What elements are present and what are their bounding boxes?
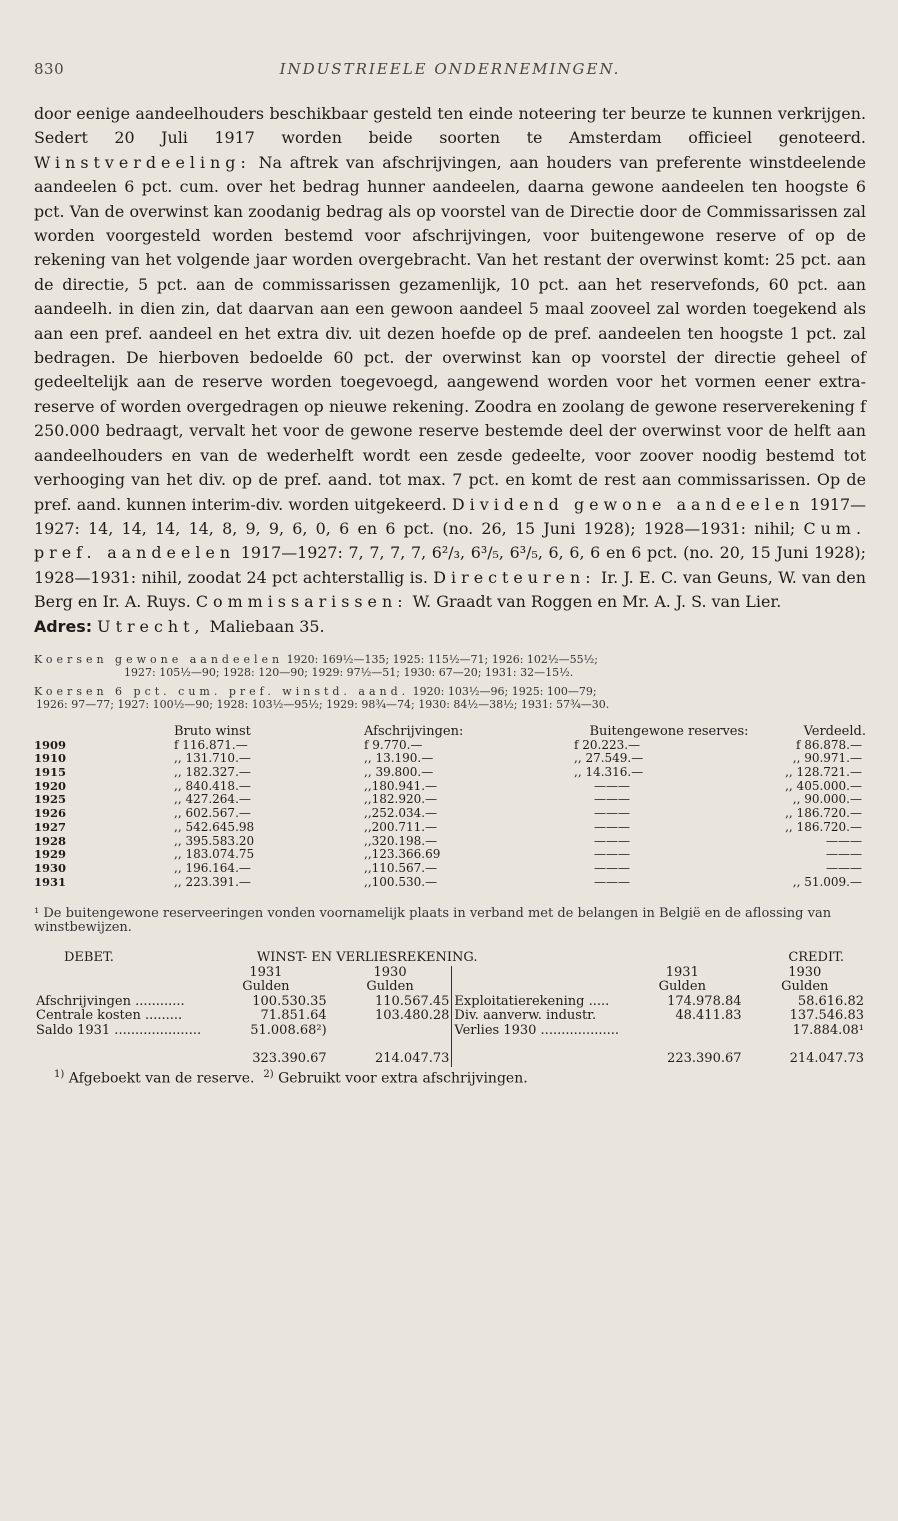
text-p3: 1917—1927: 14, 14, 14, 14, 8, 9, 9, 6, 0, 6 en 6 pct. (no. 26, 15 Juni 1928); 1928—1931: nihil; xyxy=(34,494,867,538)
fin-cell-buiten: ——— xyxy=(594,833,630,848)
fin-row xyxy=(34,835,866,849)
fin-cell-year: 1928 xyxy=(34,833,67,848)
debit-year-1930: 1930 xyxy=(373,964,407,980)
fin-cell-year: 1910 xyxy=(34,751,67,766)
fin-cell-verdeeld: ,, 128.721.— xyxy=(785,765,862,780)
fin-row xyxy=(34,807,866,821)
koersen-pref-label: Koersen 6 pct. cum. pref. winstd. aand. xyxy=(34,684,410,698)
footnote-2-text: Gebruikt voor extra afschrijvingen. xyxy=(273,1070,528,1087)
reserve-note: ¹ De buitengewone reserveeringen vonden voornamelijk plaats in verband met de belangen in België en de aflossing van winstbewijzen. xyxy=(34,906,832,936)
account-credit-label: Exploitatierekening ..... xyxy=(452,995,621,1010)
total-credit-1931: 223.390.67 xyxy=(667,1051,742,1067)
fin-cell-afschr: ,,252.034.— xyxy=(364,806,438,821)
account-debit-label: Centrale kosten ......... xyxy=(36,1008,183,1024)
fin-cell-bruto: ,, 131.710.— xyxy=(174,751,251,766)
adres-city: Utrecht, xyxy=(97,616,205,636)
fin-header-afschr: Afschrijvingen: xyxy=(364,723,464,739)
fin-cell-bruto: ,, 182.327.— xyxy=(174,765,251,780)
fin-cell-bruto: ,, 840.418.— xyxy=(174,778,251,793)
credit-gulden-1931: Gulden xyxy=(658,979,706,995)
koersen-pref-line1 xyxy=(34,685,866,698)
account-credit: CREDIT. xyxy=(788,950,844,966)
profit-loss-account xyxy=(34,951,866,1067)
account-credit-label: Div. aanverw. industr. xyxy=(452,1009,621,1024)
financial-table xyxy=(34,725,866,889)
footnote-1-text: Afgeboekt van de reserve. xyxy=(64,1070,255,1087)
credit-year-1931: 1931 xyxy=(665,964,699,980)
fin-row xyxy=(34,752,866,766)
fin-cell-bruto: ,, 542.645.98 xyxy=(174,819,255,834)
account-debit-1931: 51.008.68²) xyxy=(250,1022,327,1038)
total-credit-1930: 214.047.73 xyxy=(789,1051,864,1067)
credit-year-1930: 1930 xyxy=(788,964,822,980)
fin-cell-buiten: ,, 14.316.— xyxy=(574,765,644,780)
fin-cell-bruto: ,, 196.164.— xyxy=(174,860,251,875)
fin-cell-buiten: ——— xyxy=(594,778,630,793)
fin-cell-buiten: f 20.223.— xyxy=(574,737,641,752)
account-debet: DEBET. xyxy=(64,950,114,966)
text-p2: Na aftrek van afschrijvingen, aan houders van preferente winstdeelende aandeelen 6 pct. cum. over het bedrag hunner aandeelen, daarna gewone aandeelen ten hoogste 6 pct. Van de overwinst kan zoodanig bedrag als op voorstel van de Directie door de Commissarissen zal worden voorgesteld worden bestemd voor afschrijvingen, voor buitengewone reserve of op de rekening van het volgende jaar worden overgebracht. Van het restant der overwinst komt: 25 pct. aan de directie, 5 pct. aan de commissarissen gezamenlijk, 10 pct. aan het reservefonds, 60 pct. aan aandeelh. in dien zin, dat daarvan aan een gewoon aandeel 5 maal zooveel zal worden toegekend als aan een pref. aandeel en het extra div. uit dezen hoefde op de pref. aandeelen ten hoogste 1 pct. zal bedragen. De hierboven bedoelde 60 pct. der overwinst kan op voorstel der directie geheel of gedeeltelijk aan de reserve worden toegevoegd, aangewend worden voor het vormen eener extra-reserve of worden overgedragen op nieuwe rekening. Zoodra en zoolang de gewone reserverekening f 250.000 bedraagt, vervalt het voor de gewone reserve bestemde deel der overwinst voor de helft aan aandeelhouders en van de wederhelft wordt een zesde gedeelte, voor zoover noodig bestemd tot verhooging van het div. op de pref. aand. tot max. 7 pct. en komt de rest aan commissarissen. Op de pref. aand. kunnen interim-div. worden uitgekeerd. xyxy=(34,152,866,514)
debit-year-1931: 1931 xyxy=(249,964,283,980)
adres-label: Adres: xyxy=(34,616,93,636)
account-credit-label: Verlies 1930 ................... xyxy=(452,1024,621,1039)
total-debit-1930: 214.047.73 xyxy=(374,1051,450,1067)
account-credit-1931: 174.978.84 xyxy=(667,993,742,1009)
keyword-winstverdeeling: Winstverdeeling: xyxy=(34,152,251,172)
text-p1: door eenige aandeelhouders beschikbaar gesteld ten einde noteering ter beurze te kunnen verkrijgen. Sedert 20 Juli 1917 worden beide soorten te Amsterdam officieel genoteerd. xyxy=(34,104,866,148)
account-row xyxy=(34,1024,866,1039)
fin-row xyxy=(34,766,866,780)
fin-cell-buiten: ——— xyxy=(594,806,630,821)
fin-cell-afschr: ,,180.941.— xyxy=(364,778,438,793)
fin-cell-buiten: ——— xyxy=(594,847,630,862)
footnotes xyxy=(34,1067,866,1087)
fin-row xyxy=(34,739,866,753)
account-debit-1930 xyxy=(329,1024,452,1039)
fin-row xyxy=(34,876,866,890)
account-credit-1931: 48.411.83 xyxy=(675,1008,742,1024)
account-credit-1931 xyxy=(621,1024,743,1039)
fin-row xyxy=(34,793,866,807)
fin-cell-afschr: ,,100.530.— xyxy=(364,874,438,889)
account-title-cell xyxy=(256,950,866,966)
fin-cell-year: 1931 xyxy=(34,874,67,889)
adres-street: Maliebaan 35. xyxy=(204,616,325,636)
koersen-gewone-line1 xyxy=(34,653,866,666)
fin-cell-bruto: f 116.871.— xyxy=(174,737,248,752)
debit-gulden-1930: Gulden xyxy=(366,979,414,995)
credit-gulden-1930: Gulden xyxy=(781,979,829,995)
account-title: WINST- EN VERLIESREKENING. xyxy=(256,950,478,966)
footnote-1-mark: 1) xyxy=(54,1068,65,1080)
total-debit-1931: 323.390.67 xyxy=(252,1051,327,1067)
fin-header-verdeeld: Verdeeld. xyxy=(803,723,866,739)
account-row xyxy=(34,995,866,1010)
fin-row xyxy=(34,780,866,794)
account-debit-1931: 71.851.64 xyxy=(260,1008,327,1024)
fin-header-buiten: Buitengewone reserves: xyxy=(589,723,749,739)
footnote-2-mark: 2) xyxy=(263,1068,274,1080)
text-p4: 1917—1927: 7, 7, 7, 7, 6²/₃, 6³/₅, 6³/₅, 6, 6, 6 en 6 pct. (no. 20, 15 Juni 1928); 1928—1931: nihil, zoodat 24 pct achterstallig is. xyxy=(34,543,866,587)
fin-cell-year: 1909 xyxy=(34,737,67,752)
fin-cell-buiten: ——— xyxy=(594,819,630,834)
fin-cell-verdeeld: ,, 90.000.— xyxy=(792,792,862,807)
koersen-gewone-label: Koersen gewone aandeelen xyxy=(34,652,284,666)
fin-cell-buiten: ——— xyxy=(594,874,630,889)
company-description xyxy=(34,102,866,639)
fin-cell-afschr: ,,110.567.— xyxy=(364,860,438,875)
fin-cell-verdeeld: ——— xyxy=(826,833,862,848)
fin-cell-verdeeld: ,, 51.009.— xyxy=(792,874,862,889)
fin-cell-verdeeld: f 86.878.— xyxy=(795,737,862,752)
fin-cell-verdeeld: ,, 186.720.— xyxy=(785,806,862,821)
fin-cell-verdeeld: ——— xyxy=(826,847,862,862)
fin-header-year xyxy=(34,725,144,739)
running-title: INDUSTRIEELE ONDERNEMINGEN. xyxy=(279,60,621,78)
keyword-commissarissen: Commissarissen: xyxy=(195,592,408,612)
account-debit-1930: 103.480.28 xyxy=(374,1008,450,1024)
text-p6: W. Graadt van Roggen en Mr. A. J. S. van Lier. xyxy=(407,592,782,612)
page-number: 830 xyxy=(34,60,65,78)
fin-cell-verdeeld: ——— xyxy=(826,860,862,875)
fin-row xyxy=(34,862,866,876)
koersen-gewone-line2: 1927: 105½—90; 1928: 120—90; 1929: 97½—51; 1930: 67—20; 1931: 32—15½. xyxy=(124,665,574,679)
debit-gulden-1931: Gulden xyxy=(242,979,290,995)
text-p5: Ir. J. E. C. van Geuns, W. van den Berg en Ir. A. Ruys. xyxy=(34,567,866,612)
fin-cell-year: 1915 xyxy=(34,765,67,780)
fin-cell-verdeeld: ,, 186.720.— xyxy=(785,819,862,834)
fin-cell-bruto: ,, 427.264.— xyxy=(174,792,251,807)
fin-cell-afschr: ,, 13.190.— xyxy=(364,751,434,766)
fin-cell-bruto: ,, 183.074.75 xyxy=(174,847,255,862)
keyword-directeuren: Directeuren: xyxy=(433,567,596,587)
fin-cell-verdeeld: ,, 405.000.— xyxy=(785,778,862,793)
koersen-pref-line2: 1926: 97—77; 1927: 100½—90; 1928: 103½—95½; 1929: 98¾—74; 1930: 84½—38½; 1931: 57¾—30. xyxy=(36,697,610,711)
fin-cell-afschr: ,,200.711.— xyxy=(364,819,438,834)
fin-cell-afschr: f 9.770.— xyxy=(364,737,423,752)
koersen-block xyxy=(34,653,866,711)
fin-row xyxy=(34,848,866,862)
fin-cell-buiten: ,, 27.549.— xyxy=(574,751,644,766)
account-credit-1930: 58.616.82 xyxy=(797,993,864,1009)
keyword-cum-pref: Cum. pref. aandeelen xyxy=(34,518,866,563)
koersen-gewone-values1: 1920: 169½—135; 1925: 115½—71; 1926: 102½—55½; xyxy=(283,652,598,666)
fin-cell-afschr: ,,182.920.— xyxy=(364,792,438,807)
fin-cell-verdeeld: ,, 90.971.— xyxy=(792,751,862,766)
account-credit-1930: 137.546.83 xyxy=(789,1008,864,1024)
fin-cell-year: 1927 xyxy=(34,819,67,834)
fin-cell-bruto: ,, 223.391.— xyxy=(174,874,251,889)
fin-cell-year: 1925 xyxy=(34,792,67,807)
fin-cell-year: 1929 xyxy=(34,847,67,862)
account-debit-1931: 100.530.35 xyxy=(252,993,327,1009)
fin-row xyxy=(34,821,866,835)
fin-cell-buiten: ——— xyxy=(594,860,630,875)
fin-cell-year: 1926 xyxy=(34,806,67,821)
account-debit-label: Afschrijvingen ............ xyxy=(36,993,185,1009)
fin-header-bruto: Bruto winst xyxy=(174,723,251,739)
account-credit-1930: 17.884.08¹ xyxy=(792,1022,864,1038)
document-page xyxy=(34,52,866,1087)
fin-cell-afschr: ,,123.366.69 xyxy=(364,847,441,862)
account-debit-label: Saldo 1931 ..................... xyxy=(36,1022,202,1038)
fin-cell-year: 1930 xyxy=(34,860,67,875)
koersen-pref-values1: 1920: 103½—96; 1925: 100—79; xyxy=(409,684,597,698)
fin-cell-bruto: ,, 395.583.20 xyxy=(174,833,255,848)
account-totals xyxy=(34,1038,866,1067)
fin-cell-afschr: ,, 39.800.— xyxy=(364,765,434,780)
fin-cell-bruto: ,, 602.567.— xyxy=(174,806,251,821)
account-debit-1930: 110.567.45 xyxy=(374,993,450,1009)
account-row xyxy=(34,1009,866,1024)
fin-cell-afschr: ,,320.198.— xyxy=(364,833,438,848)
keyword-dividend: Dividend gewone aandeelen xyxy=(451,494,805,514)
running-header xyxy=(34,52,866,82)
fin-cell-buiten: ——— xyxy=(594,792,630,807)
fin-cell-year: 1920 xyxy=(34,778,67,793)
